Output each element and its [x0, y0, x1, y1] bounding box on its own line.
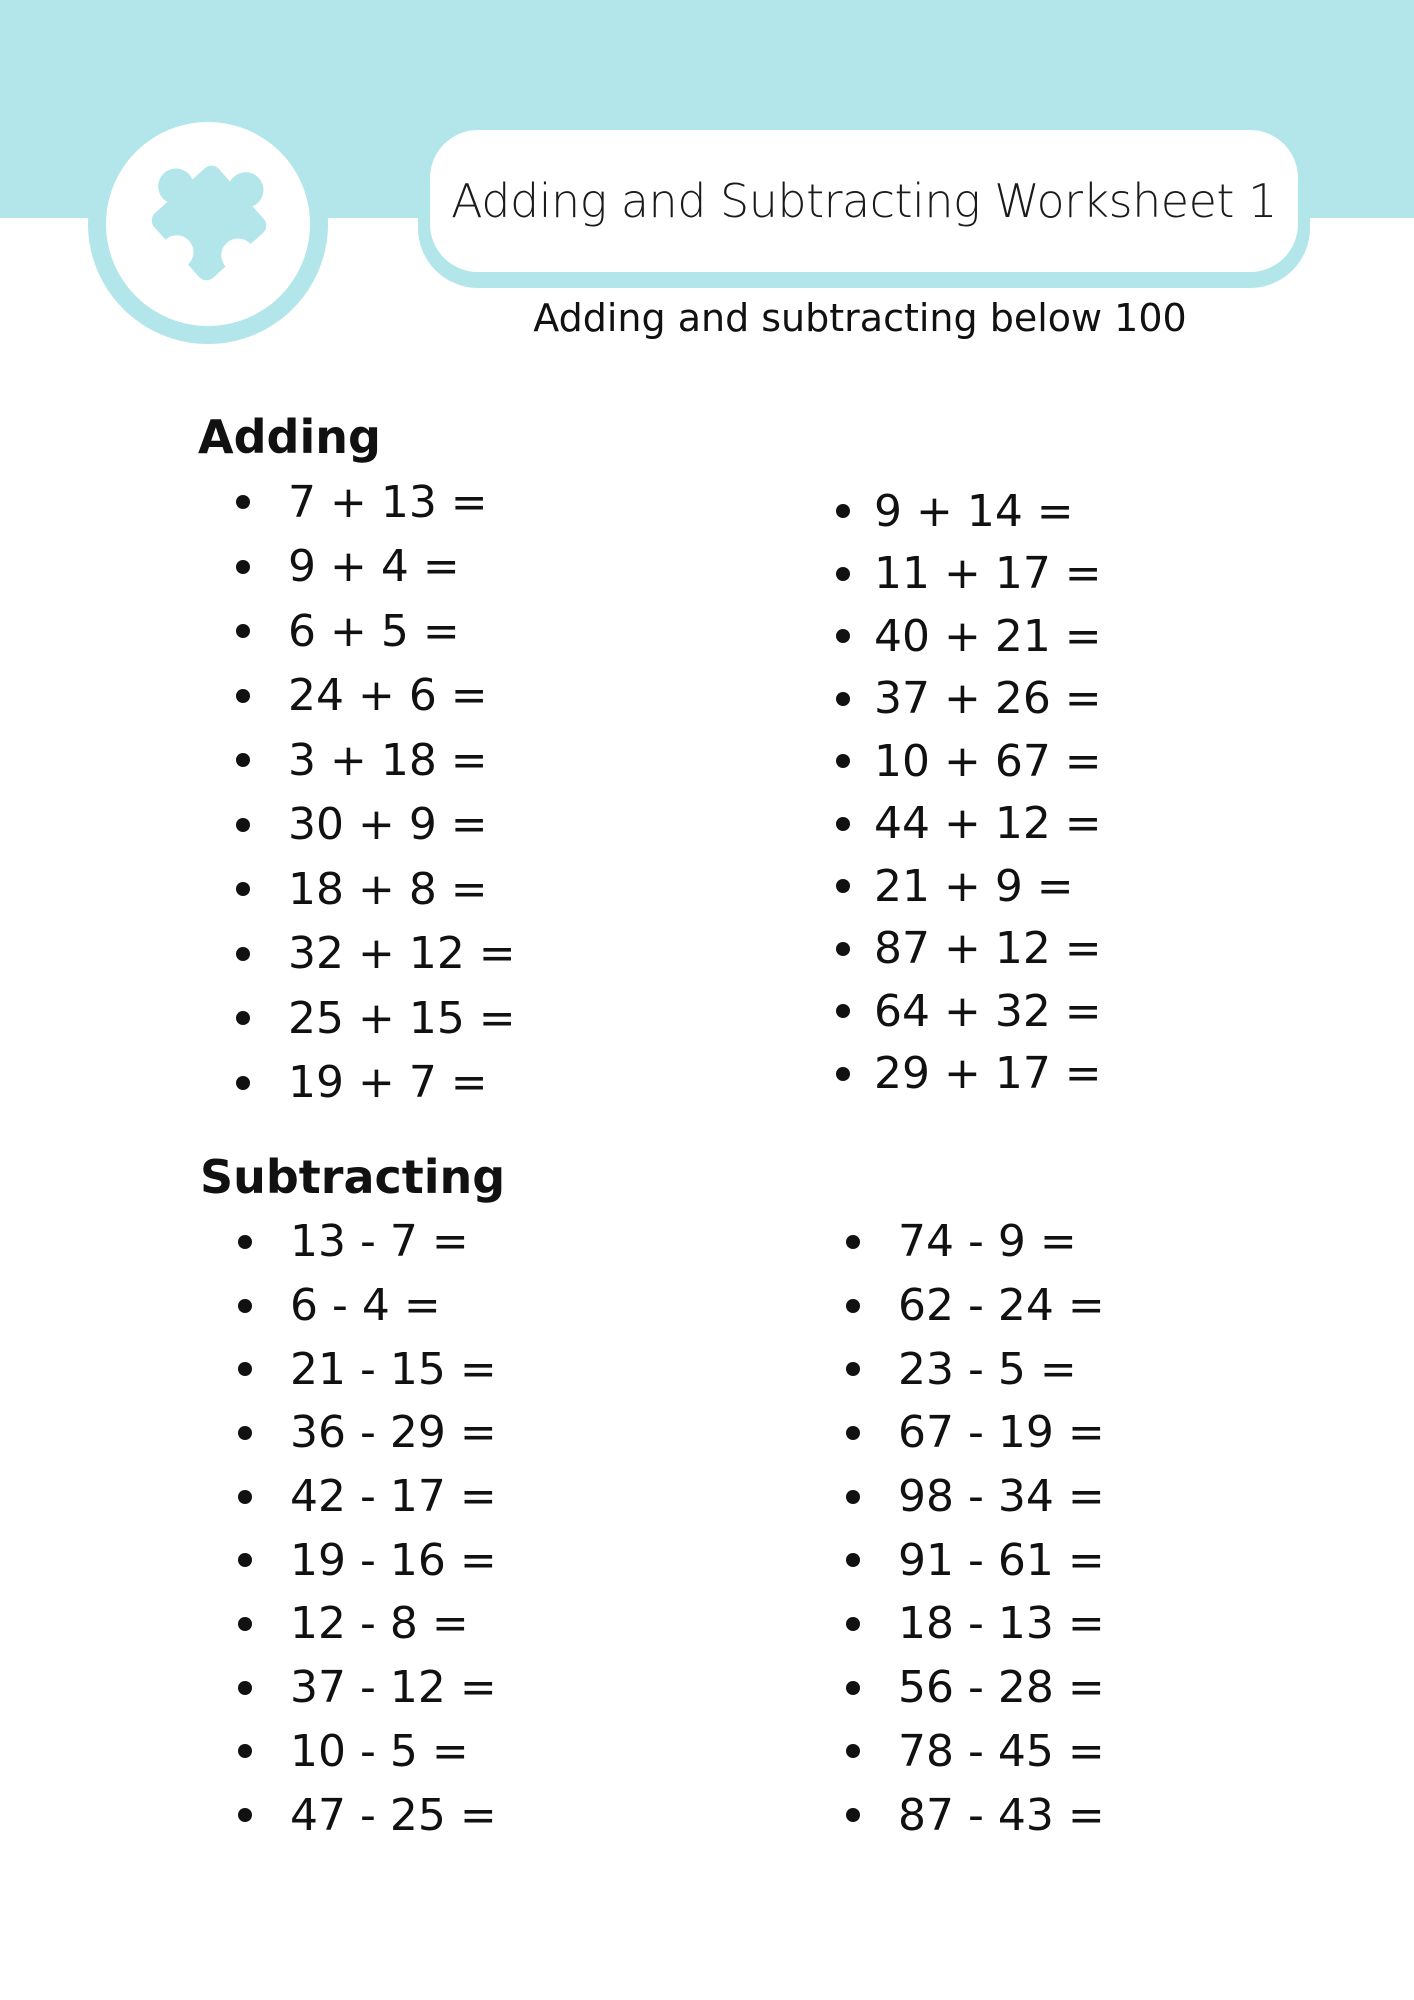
problem-text: 10 - 5 = — [290, 1725, 469, 1777]
problem-text: 56 - 28 = — [898, 1662, 1105, 1714]
problem-item — [236, 857, 516, 922]
logo-badge — [88, 104, 328, 344]
problem-item — [836, 855, 1102, 918]
bullet-icon — [238, 1681, 252, 1695]
problem-text: 23 - 5 = — [898, 1343, 1077, 1395]
bullet-icon — [846, 1299, 860, 1313]
bullet-icon — [236, 560, 250, 574]
problem-item — [238, 1656, 497, 1720]
problem-text: 7 + 13 = — [288, 476, 488, 528]
problem-text: 67 - 19 = — [898, 1407, 1105, 1459]
problem-text: 19 - 16 = — [290, 1534, 497, 1586]
bullet-icon — [238, 1235, 252, 1249]
problem-item — [236, 728, 516, 793]
problem-text: 30 + 9 = — [288, 799, 488, 851]
bullet-icon — [238, 1553, 252, 1567]
problem-item — [236, 599, 516, 664]
problem-item — [836, 793, 1102, 856]
problem-item — [836, 1043, 1102, 1106]
bullet-icon — [236, 753, 250, 767]
problem-text: 25 + 15 = — [288, 992, 516, 1044]
problem-item — [238, 1465, 497, 1529]
problem-text: 78 - 45 = — [898, 1725, 1105, 1777]
bullet-icon — [836, 692, 850, 706]
problem-item — [836, 730, 1102, 793]
problem-text: 42 - 17 = — [290, 1471, 497, 1523]
problem-text: 37 + 26 = — [874, 673, 1102, 725]
bullet-icon — [836, 879, 850, 893]
problem-text: 36 - 29 = — [290, 1407, 497, 1459]
problem-text: 64 + 32 = — [874, 985, 1102, 1037]
problem-item — [236, 470, 516, 535]
problem-item — [238, 1592, 497, 1656]
puzzle-piece-icon — [130, 144, 288, 302]
bullet-icon — [236, 947, 250, 961]
problem-item — [846, 1656, 1105, 1720]
problem-item — [238, 1401, 497, 1465]
bullet-icon — [836, 629, 850, 643]
bullet-icon — [238, 1808, 252, 1822]
problem-text: 11 + 17 = — [874, 548, 1102, 600]
problem-item — [846, 1274, 1105, 1338]
problem-item — [236, 1051, 516, 1116]
subtracting-list-right — [846, 1210, 1105, 1847]
problem-text: 62 - 24 = — [898, 1280, 1105, 1332]
problem-item — [238, 1720, 497, 1784]
problem-text: 18 + 8 = — [288, 863, 488, 915]
logo-inner — [106, 122, 310, 326]
title-box — [430, 130, 1298, 272]
problem-item — [846, 1528, 1105, 1592]
problem-text: 10 + 67 = — [874, 735, 1102, 787]
worksheet-subtitle: Adding and subtracting below 100 — [533, 296, 1187, 340]
bullet-icon — [836, 942, 850, 956]
bullet-icon — [846, 1744, 860, 1758]
adding-list-left — [236, 470, 516, 1115]
bullet-icon — [836, 1067, 850, 1081]
problem-text: 13 - 7 = — [290, 1216, 469, 1268]
bullet-icon — [836, 567, 850, 581]
adding-list-right — [836, 480, 1102, 1105]
problem-text: 18 - 13 = — [898, 1598, 1105, 1650]
problem-item — [846, 1720, 1105, 1784]
worksheet-title: Adding and Subtracting Worksheet 1 — [451, 174, 1277, 228]
problem-item — [238, 1783, 497, 1847]
problem-text: 6 - 4 = — [290, 1280, 441, 1332]
problem-item — [238, 1528, 497, 1592]
bullet-icon — [846, 1362, 860, 1376]
problem-text: 19 + 7 = — [288, 1057, 488, 1109]
bullet-icon — [236, 495, 250, 509]
bullet-icon — [238, 1299, 252, 1313]
bullet-icon — [836, 1004, 850, 1018]
section-heading-adding: Adding — [198, 410, 381, 464]
subtracting-list-left — [238, 1210, 497, 1847]
section-heading-subtracting: Subtracting — [200, 1150, 506, 1204]
problem-text: 32 + 12 = — [288, 928, 516, 980]
bullet-icon — [836, 817, 850, 831]
problem-text: 24 + 6 = — [288, 670, 488, 722]
problem-item — [236, 793, 516, 858]
problem-text: 91 - 61 = — [898, 1534, 1105, 1586]
bullet-icon — [236, 882, 250, 896]
problem-item — [836, 605, 1102, 668]
problem-item — [846, 1337, 1105, 1401]
problem-text: 74 - 9 = — [898, 1216, 1077, 1268]
problem-item — [836, 480, 1102, 543]
problem-text: 87 - 43 = — [898, 1789, 1105, 1841]
bullet-icon — [846, 1617, 860, 1631]
bullet-icon — [846, 1235, 860, 1249]
bullet-icon — [236, 624, 250, 638]
bullet-icon — [238, 1617, 252, 1631]
bullet-icon — [836, 504, 850, 518]
problem-item — [238, 1337, 497, 1401]
bullet-icon — [846, 1426, 860, 1440]
problem-text: 21 - 15 = — [290, 1343, 497, 1395]
problem-item — [238, 1274, 497, 1338]
problem-text: 40 + 21 = — [874, 610, 1102, 662]
problem-text: 12 - 8 = — [290, 1598, 469, 1650]
bullet-icon — [846, 1553, 860, 1567]
problem-item — [236, 535, 516, 600]
problem-text: 98 - 34 = — [898, 1471, 1105, 1523]
problem-text: 9 + 4 = — [288, 541, 460, 593]
bullet-icon — [846, 1681, 860, 1695]
bullet-icon — [238, 1362, 252, 1376]
bullet-icon — [236, 689, 250, 703]
problem-text: 6 + 5 = — [288, 605, 460, 657]
problem-text: 3 + 18 = — [288, 734, 488, 786]
problem-item — [846, 1465, 1105, 1529]
problem-item — [236, 664, 516, 729]
problem-item — [846, 1592, 1105, 1656]
problem-text: 9 + 14 = — [874, 485, 1074, 537]
problem-item — [846, 1401, 1105, 1465]
problem-item — [836, 918, 1102, 981]
bullet-icon — [236, 1011, 250, 1025]
bullet-icon — [238, 1490, 252, 1504]
bullet-icon — [236, 1076, 250, 1090]
bullet-icon — [836, 754, 850, 768]
problem-item — [238, 1210, 497, 1274]
bullet-icon — [238, 1426, 252, 1440]
problem-item — [836, 980, 1102, 1043]
problem-text: 87 + 12 = — [874, 923, 1102, 975]
title-frame — [418, 122, 1310, 288]
problem-item — [236, 986, 516, 1051]
problem-item — [836, 668, 1102, 731]
problem-text: 37 - 12 = — [290, 1662, 497, 1714]
bullet-icon — [236, 818, 250, 832]
bullet-icon — [846, 1808, 860, 1822]
problem-item — [236, 922, 516, 987]
problem-text: 21 + 9 = — [874, 860, 1074, 912]
problem-item — [846, 1210, 1105, 1274]
problem-text: 44 + 12 = — [874, 798, 1102, 850]
problem-item — [836, 543, 1102, 606]
problem-text: 29 + 17 = — [874, 1048, 1102, 1100]
bullet-icon — [846, 1490, 860, 1504]
problem-text: 47 - 25 = — [290, 1789, 497, 1841]
problem-item — [846, 1783, 1105, 1847]
bullet-icon — [238, 1744, 252, 1758]
